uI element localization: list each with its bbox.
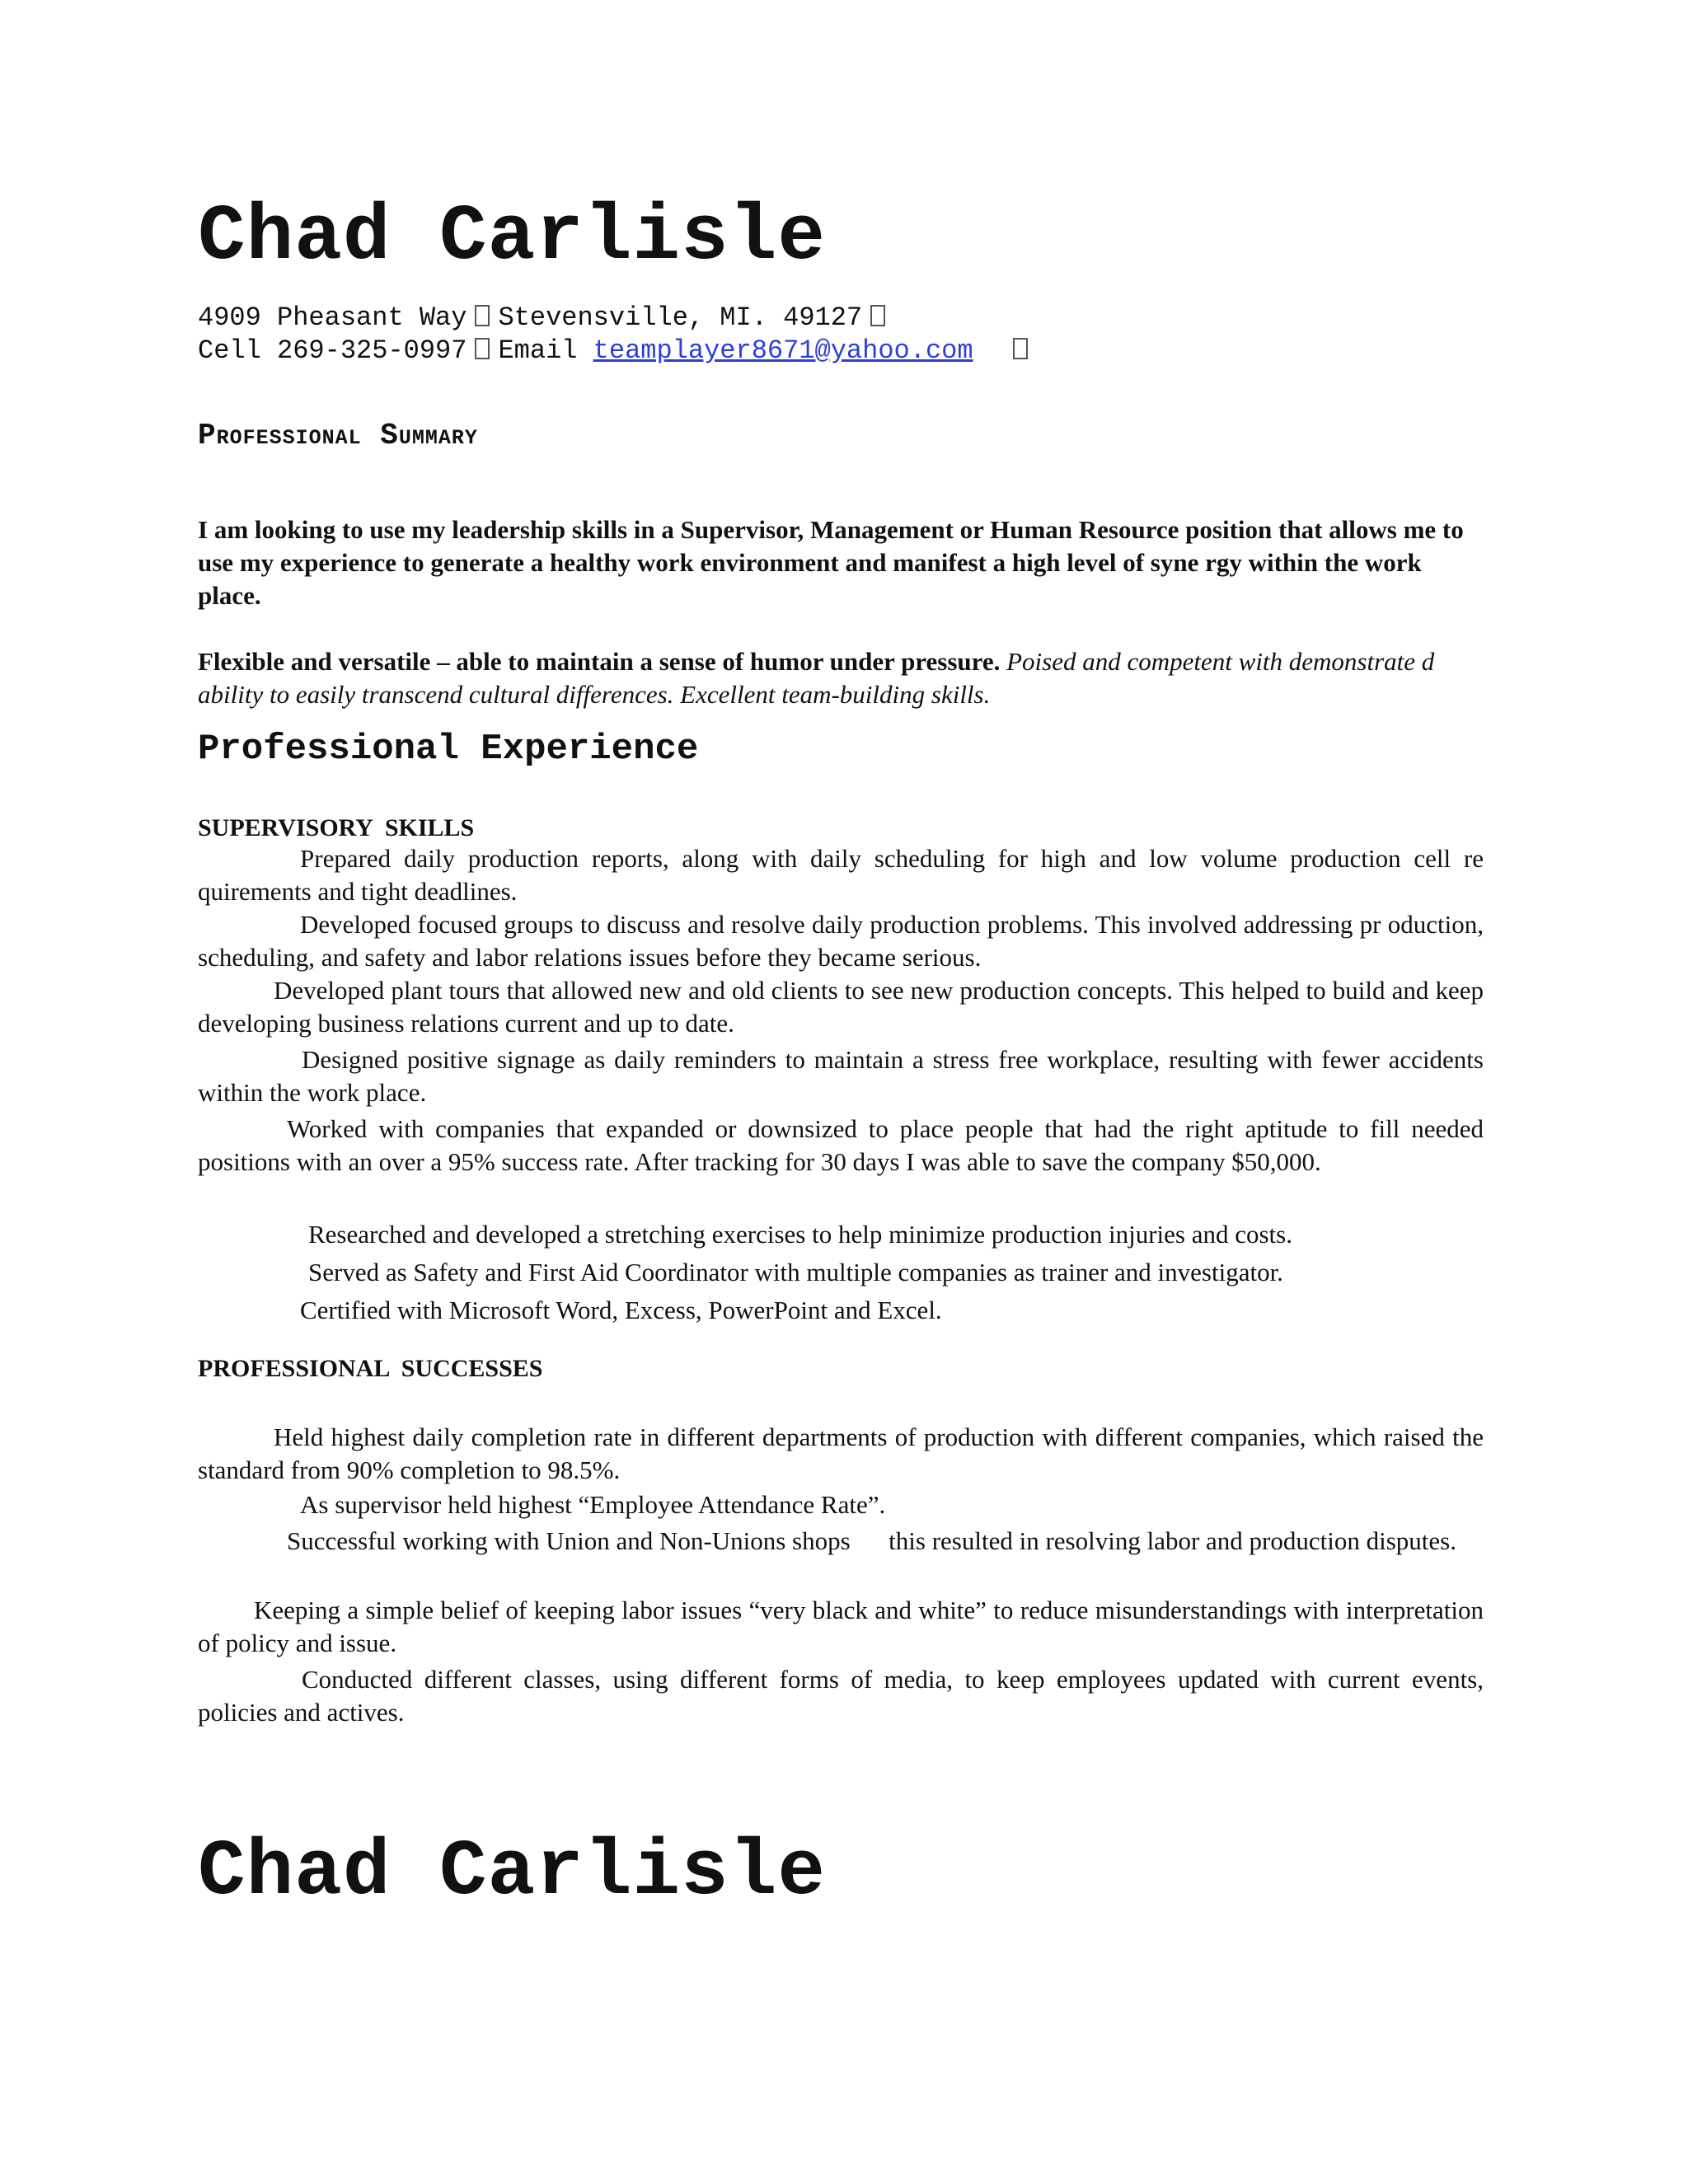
separator-icon [475, 338, 490, 359]
supervisory-item: Served as Safety and First Aid Coordinator with multiple companies as trainer and investigator. [308, 1258, 1283, 1286]
email-label: Email [498, 335, 578, 366]
cell-label: Cell [198, 335, 261, 366]
successes-item: As supervisor held highest “Employee Attendance Rate”. [300, 1490, 886, 1519]
candidate-name: Chad Carlisle [198, 192, 826, 282]
contact-address-line [198, 302, 893, 335]
supervisory-item: Developed focused groups to discuss and resolve daily production problems. This involved addressing pr oduction, scheduling, and safety and labor relations issues before they became serious. [198, 910, 1484, 972]
summary-qualities-italic: Poised and competent with demonstrate d ability to easily transcend cultural differences. Excellent team-building skills. [198, 647, 1435, 709]
summary-qualities [198, 645, 1484, 711]
successes-item: Conducted different classes, using different forms of media, to keep employees updated with current events, policies and actives. [198, 1665, 1484, 1727]
city-state-zip: Stevensville, MI. 49127 [498, 302, 863, 333]
candidate-name-page-2: Chad Carlisle [198, 1827, 826, 1917]
email-link[interactable]: teamplayer8671@yahoo.com [593, 335, 973, 366]
supervisory-item: Worked with companies that expanded or downsized to place people that had the right aptitude to fill needed positions with an over a 95% success rate. After tracking for 30 days I was able to save the company $50,000. [198, 1114, 1484, 1176]
supervisory-skills-heading: SUPERVISORY SKILLS [198, 814, 475, 841]
separator-icon [1013, 338, 1028, 359]
summary-qualities-bold: Flexible and versatile – able to maintain a sense of humor under pressure. [198, 647, 1001, 676]
supervisory-item: Prepared daily production reports, along with daily scheduling for high and low volume production cell re quirements and tight deadlines. [198, 844, 1484, 906]
supervisory-item: Developed plant tours that allowed new and old clients to see new production concepts. This helped to build and keep developing business relations current and up to date. [198, 976, 1484, 1038]
supervisory-item: Researched and developed a stretching exercises to help minimize production injuries and costs. [308, 1220, 1292, 1249]
summary-objective: I am looking to use my leadership skills in a Supervisor, Management or Human Resource position that allows me to use my experience to generate a healthy work environment and manifest a high level of syne rgy within the work place. [198, 515, 1464, 610]
professional-experience-heading: Professional Experience [198, 729, 699, 770]
supervisory-item: Certified with Microsoft Word, Excess, PowerPoint and Excel. [300, 1296, 942, 1324]
phone-number: 269-325-0997 [277, 335, 467, 366]
address: 4909 Pheasant Way [198, 302, 467, 333]
supervisory-item: Designed positive signage as daily reminders to maintain a stress free workplace, resulting with fewer accidents within the work place. [198, 1045, 1484, 1107]
professional-summary-heading: Professional Summary [198, 419, 478, 452]
separator-icon [475, 305, 490, 326]
successes-item: Keeping a simple belief of keeping labor issues “very black and white” to reduce misunderstandings with interpretation of policy and issue. [198, 1596, 1484, 1657]
contact-phone-email-line [198, 335, 1036, 368]
successes-item: Successful working with Union and Non-Unions shops this resulted in resolving labor and production disputes. [287, 1526, 1456, 1555]
professional-successes-heading: PROFESSIONAL SUCCESSES [198, 1355, 543, 1382]
successes-item: Held highest daily completion rate in different departments of production with different companies, which raised the standard from 90% completion to 98.5%. [198, 1422, 1484, 1484]
separator-icon [870, 305, 885, 326]
